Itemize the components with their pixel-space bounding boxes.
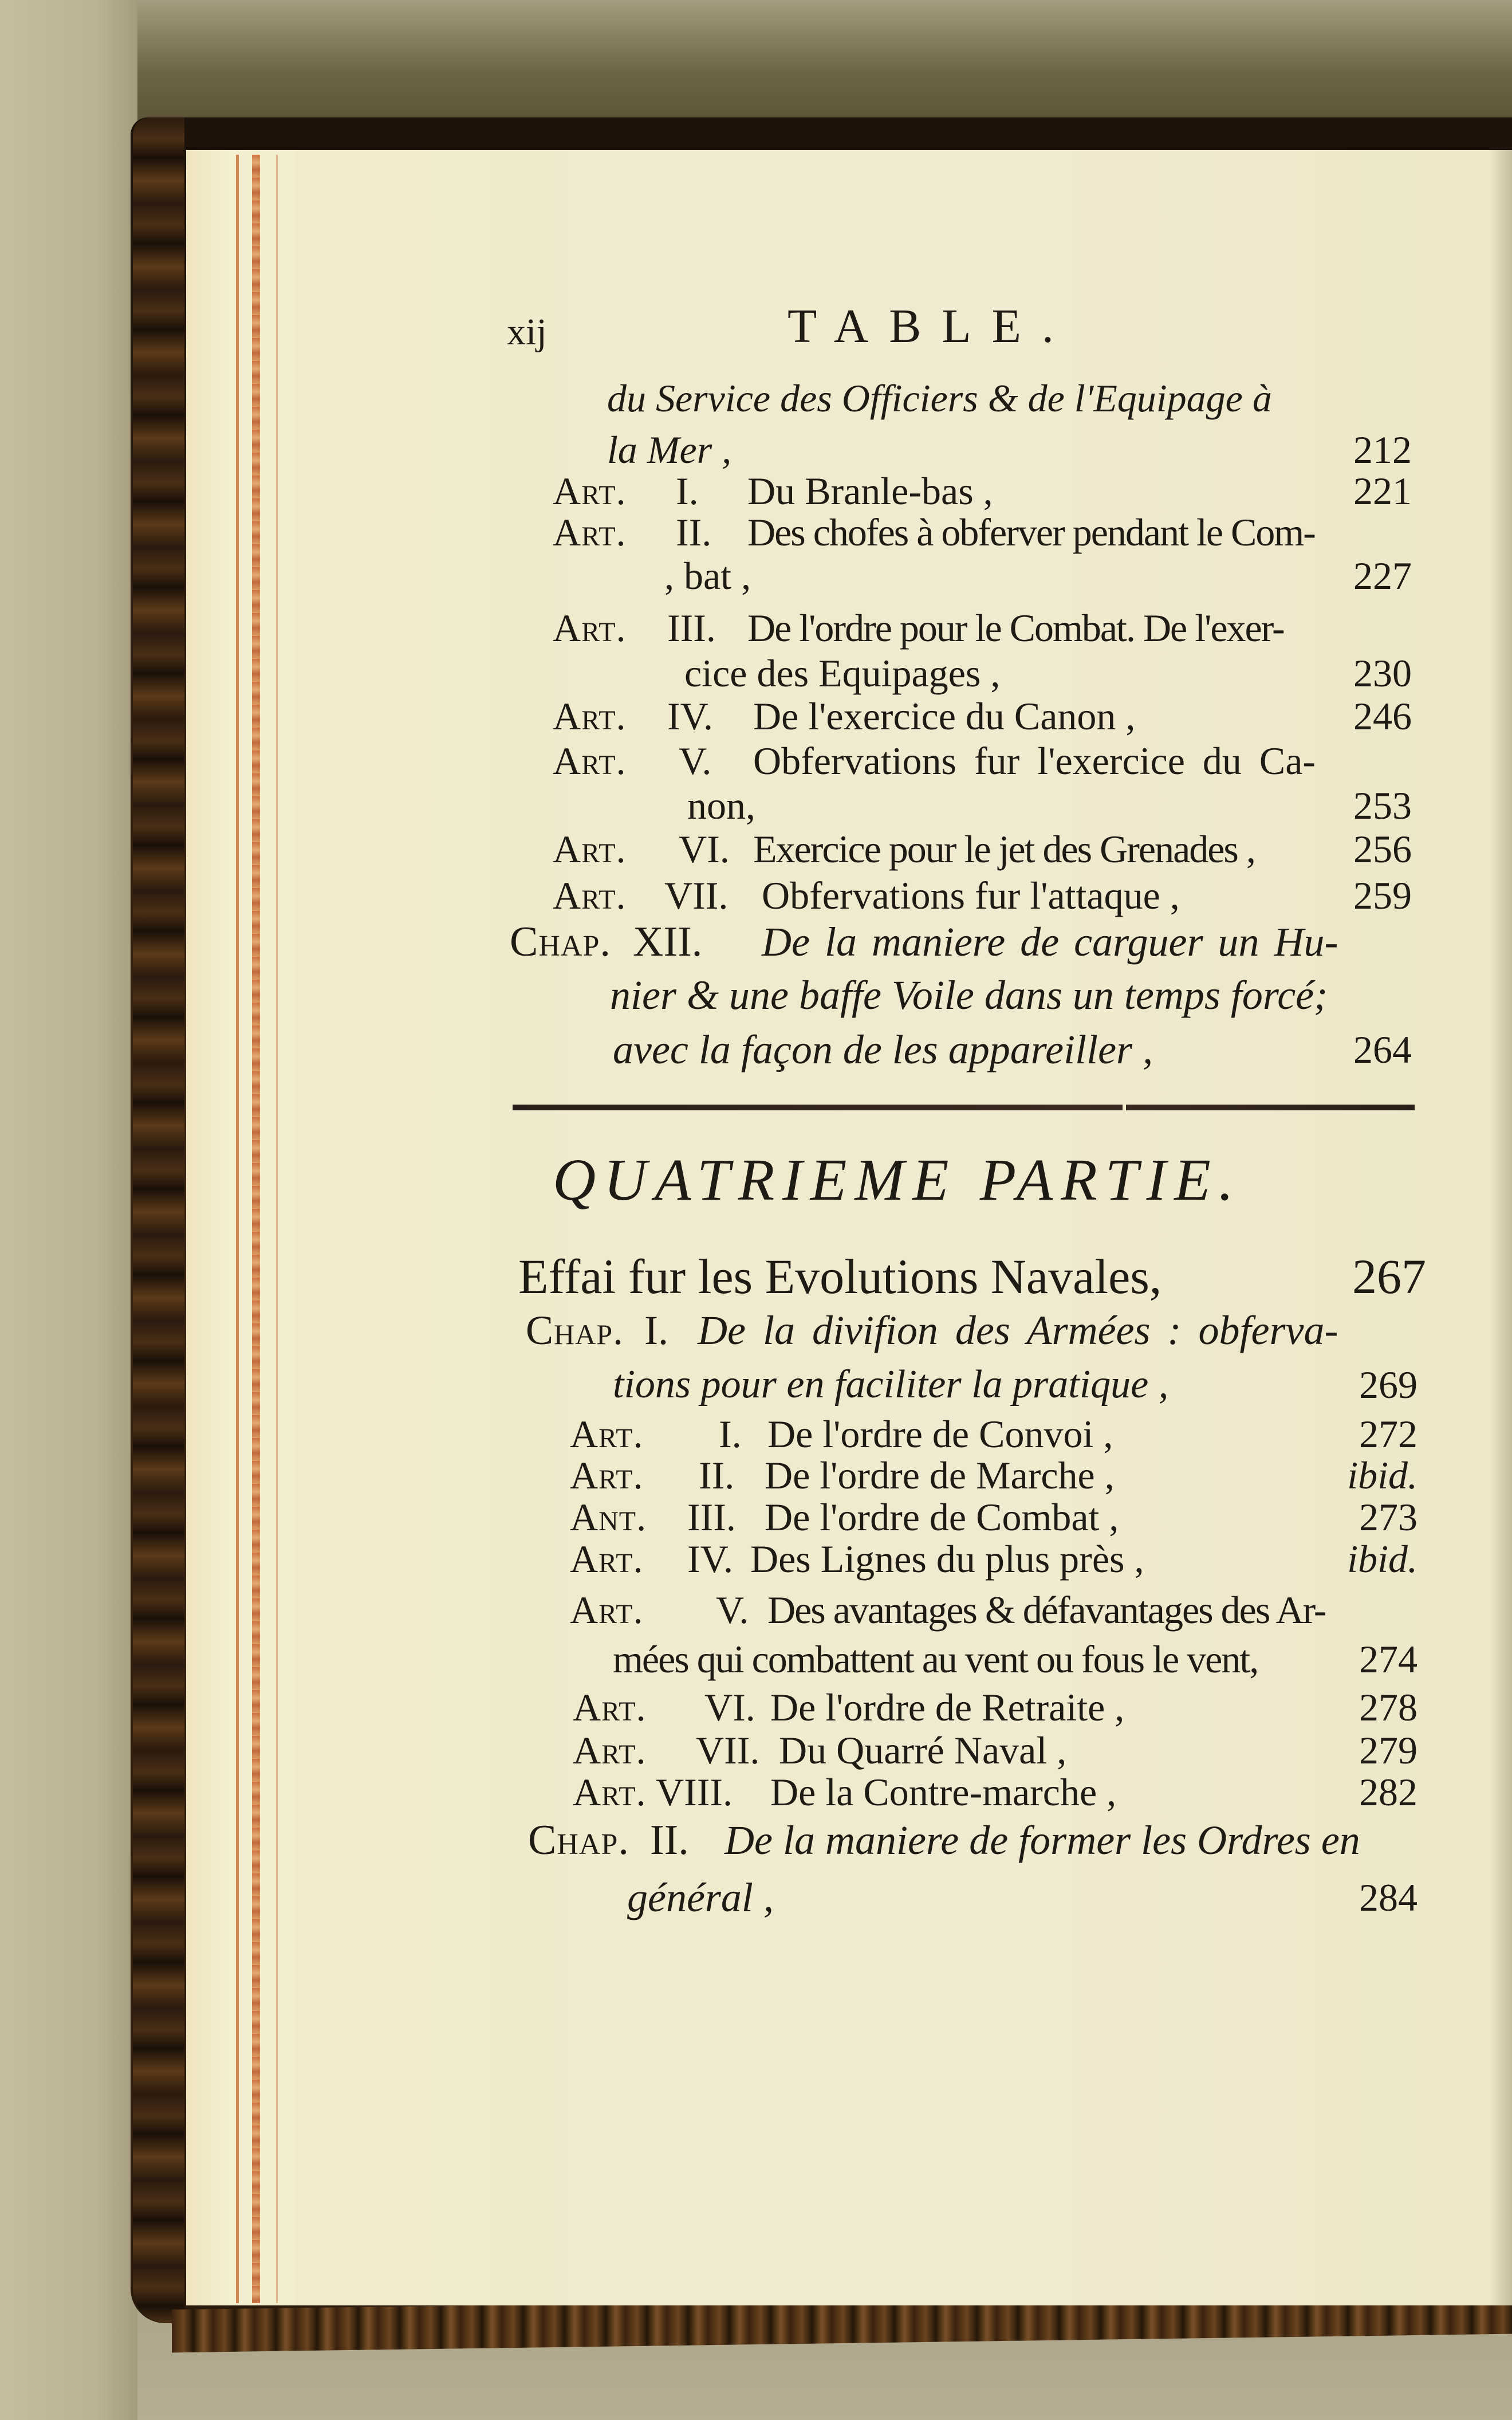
entry-label: Art. <box>553 606 627 650</box>
entry-title: Des Lignes du plus près , <box>750 1537 1144 1581</box>
section-divider-rule <box>513 1105 1415 1110</box>
section-divider-rule-join <box>1123 1102 1126 1110</box>
page-number: 212 <box>1353 428 1412 472</box>
entry-label: Art. <box>573 1770 647 1814</box>
chapter-title-continued: avec la façon de les appareiller , <box>613 1027 1153 1072</box>
entry-title: De l'exercice du Canon , <box>753 694 1136 738</box>
chapter-title: De la maniere de carguer un Hu- <box>762 919 1338 965</box>
chapter-title: De la maniere de former les Ordres en <box>724 1817 1360 1863</box>
page-number: 279 <box>1359 1728 1418 1772</box>
part-title: QUATRIEME PARTIE. <box>553 1147 1242 1213</box>
page-number: 273 <box>1359 1495 1418 1539</box>
page-number: 282 <box>1359 1770 1418 1814</box>
entry-number: VII. <box>664 874 729 917</box>
entry-label: Art. <box>553 510 627 554</box>
entry-title: Du Quarré Naval , <box>779 1728 1067 1772</box>
entry-label: Art. <box>553 827 627 871</box>
page-number: 264 <box>1353 1028 1412 1071</box>
entry-label: Art. <box>570 1537 644 1581</box>
chapter-title-continued: tions pour en faciliter la pratique , <box>613 1362 1169 1407</box>
entry-title-continued: mées qui combattent au vent ou fous le vent, <box>613 1637 1258 1681</box>
toc-continuation-line: la Mer , <box>607 428 732 472</box>
entry-label: Art. <box>553 874 627 917</box>
chapter-title-continued: général , <box>627 1875 774 1920</box>
entry-number: IV. <box>667 694 713 738</box>
chapter-label: Chap. <box>526 1307 624 1353</box>
entry-label: Art. <box>573 1728 647 1772</box>
page-number: ibid. <box>1347 1537 1418 1581</box>
entry-number: I. <box>676 469 699 513</box>
entry-label: Art. <box>570 1588 644 1632</box>
essay-title: Effai fur les Evolutions Navales, <box>518 1249 1162 1304</box>
entry-title: Obfervations fur l'attaque , <box>762 874 1180 917</box>
entry-title: Du Branle-bas , <box>747 469 993 513</box>
page-number: 246 <box>1353 694 1412 738</box>
entry-title-continued: , bat , <box>664 554 751 598</box>
entry-title: Des chofes à obferver pendant le Com- <box>747 510 1315 554</box>
page-number: 221 <box>1353 469 1412 513</box>
entry-number: V. <box>679 739 712 783</box>
entry-title: De l'ordre de Combat , <box>765 1495 1119 1539</box>
entry-title-continued: non, <box>687 784 755 827</box>
entry-title: Obfervations fur l'exercice du Ca- <box>753 739 1316 783</box>
entry-label: Art. <box>570 1412 644 1456</box>
entry-title: De l'ordre pour le Combat. De l'exer- <box>747 606 1284 650</box>
chapter-number: II. <box>650 1817 689 1864</box>
entry-number: VI. <box>679 827 730 871</box>
running-head: TABLE. <box>788 300 1074 353</box>
entry-number: II. <box>699 1453 735 1497</box>
entry-label: Art. <box>553 469 627 513</box>
book-spine-edge <box>133 117 184 2323</box>
chapter-label: Chap. <box>510 918 611 965</box>
entry-number: III. <box>687 1495 736 1539</box>
page-number: 272 <box>1359 1412 1418 1456</box>
chapter-title: De la divifion des Armées : obferva- <box>698 1307 1338 1353</box>
entry-number: I. <box>719 1412 742 1456</box>
entry-title: Exercice pour le jet des Grenades , <box>753 827 1255 871</box>
page-edge-stain <box>252 155 260 2303</box>
entry-title: De l'ordre de Retraite , <box>770 1686 1125 1729</box>
entry-label: Ant. <box>570 1495 647 1539</box>
page-number: 269 <box>1359 1363 1418 1407</box>
entry-number: III. <box>667 606 716 650</box>
entry-number: VII. <box>696 1728 760 1772</box>
entry-label: Art. <box>570 1453 644 1497</box>
page-number: 259 <box>1353 874 1412 917</box>
page-edge-stain <box>276 155 278 2303</box>
entry-title: Des avantages & défavantages des Ar- <box>767 1588 1326 1632</box>
entry-label: Art. <box>573 1686 647 1729</box>
page-number: 278 <box>1359 1686 1418 1729</box>
page-number: 253 <box>1353 784 1412 827</box>
chapter-label: Chap. <box>528 1817 629 1864</box>
scan-background <box>0 0 137 2420</box>
entry-label: Art. <box>553 694 627 738</box>
chapter-title-continued: nier & une baffe Voile dans un temps forcé; <box>610 972 1328 1018</box>
entry-label: Art. <box>553 739 627 783</box>
page-number: 227 <box>1353 554 1412 598</box>
page-right-shadow <box>1489 150 1512 2305</box>
page-number: 267 <box>1352 1249 1426 1304</box>
page-gutter <box>186 150 295 2305</box>
entry-number: II. <box>676 510 712 554</box>
page-number: 230 <box>1353 651 1412 695</box>
entry-title: De l'ordre de Convoi , <box>767 1412 1113 1456</box>
entry-title-continued: cice des Equipages , <box>684 651 1001 695</box>
folio-number: xij <box>507 311 547 353</box>
chapter-number: XII. <box>633 918 703 965</box>
entry-number: VI. <box>704 1686 755 1729</box>
entry-number: V. <box>716 1588 749 1632</box>
entry-number: IV. <box>687 1537 733 1581</box>
entry-title: De l'ordre de Marche , <box>765 1453 1115 1497</box>
toc-continuation-line: du Service des Officiers & de l'Equipage à <box>607 376 1272 420</box>
page-number: 284 <box>1359 1876 1418 1919</box>
entry-number: VIII. <box>656 1770 733 1814</box>
page-number: ibid. <box>1347 1453 1418 1497</box>
page-number: 274 <box>1359 1637 1418 1681</box>
chapter-number: I. <box>644 1307 668 1353</box>
page-edge-stain <box>236 155 239 2303</box>
page-number: 256 <box>1353 827 1412 871</box>
entry-title: De la Contre-marche , <box>770 1770 1117 1814</box>
